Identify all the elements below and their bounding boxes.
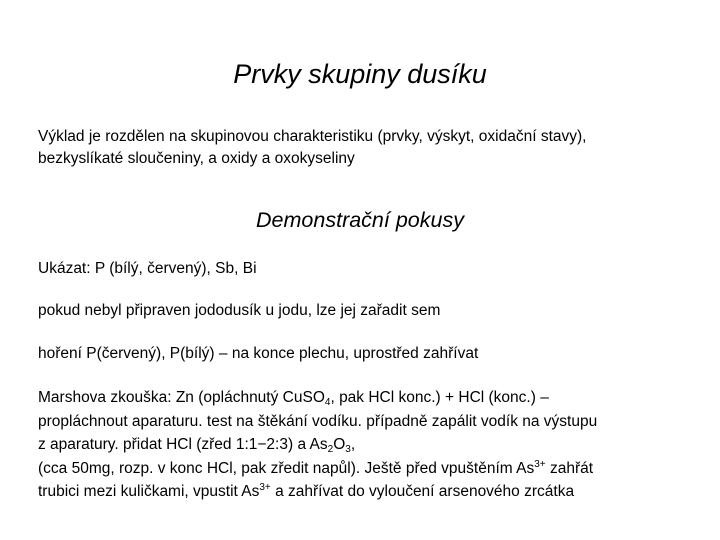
section-heading: Demonstrační pokusy [256,208,464,232]
paragraph-nitrogen-iodide: pokud nebyl připraven jododusík u jodu, lze jej zařadit sem [38,302,441,319]
marsh-text: , pak HCl konc.) + HCl (konc.) – [330,389,549,406]
intro-line-2: bezkyslíkaté sloučeniny, a oxidy a oxokyseliny [38,150,355,167]
marsh-text: a zahřívat do vyloučení arsenového zrcátka [270,483,575,501]
marsh-superscript: 3+ [259,482,271,494]
intro-text [38,126,698,170]
marsh-subscript: 3 [345,444,351,456]
marsh-text: propláchnout aparaturu. test na štěkání vodíku. případně zapálit vodík na výstupu [38,412,598,430]
marsh-text: zahřát [545,459,594,477]
marsh-superscript: 3+ [534,458,546,470]
marsh-text: O [333,436,346,454]
paragraph-burning-phosphorus: hoření P(červený), P(bílý) – na konce plechu, uprostřed zahřívat [38,345,479,362]
intro-line-1: Výklad je rozdělen na skupinovou charakteristiku (prvky, výskyt, oxidační stavy), [38,128,587,145]
paragraph-marsh-test [38,386,698,504]
marsh-text: trubici mezi kuličkami, vpustit As [38,483,260,501]
marsh-text: z aparatury. přidat HCl (zřed 1:1−2:3) a As [38,436,328,454]
paragraph-show-elements: Ukázat: P (bílý, červený), Sb, Bi [38,260,257,277]
marsh-text: , [350,436,356,454]
marsh-text: Marshova zkouška: Zn (opláchnutý CuSO [38,389,325,406]
marsh-subscript: 2 [327,444,334,456]
page-title: Prvky skupiny dusíku [233,59,487,89]
marsh-subscript: 4 [324,397,331,408]
marsh-text: (cca 50mg, rozp. v konc HCl, pak zředit napůl). Ještě před vpuštěním As [38,459,535,477]
